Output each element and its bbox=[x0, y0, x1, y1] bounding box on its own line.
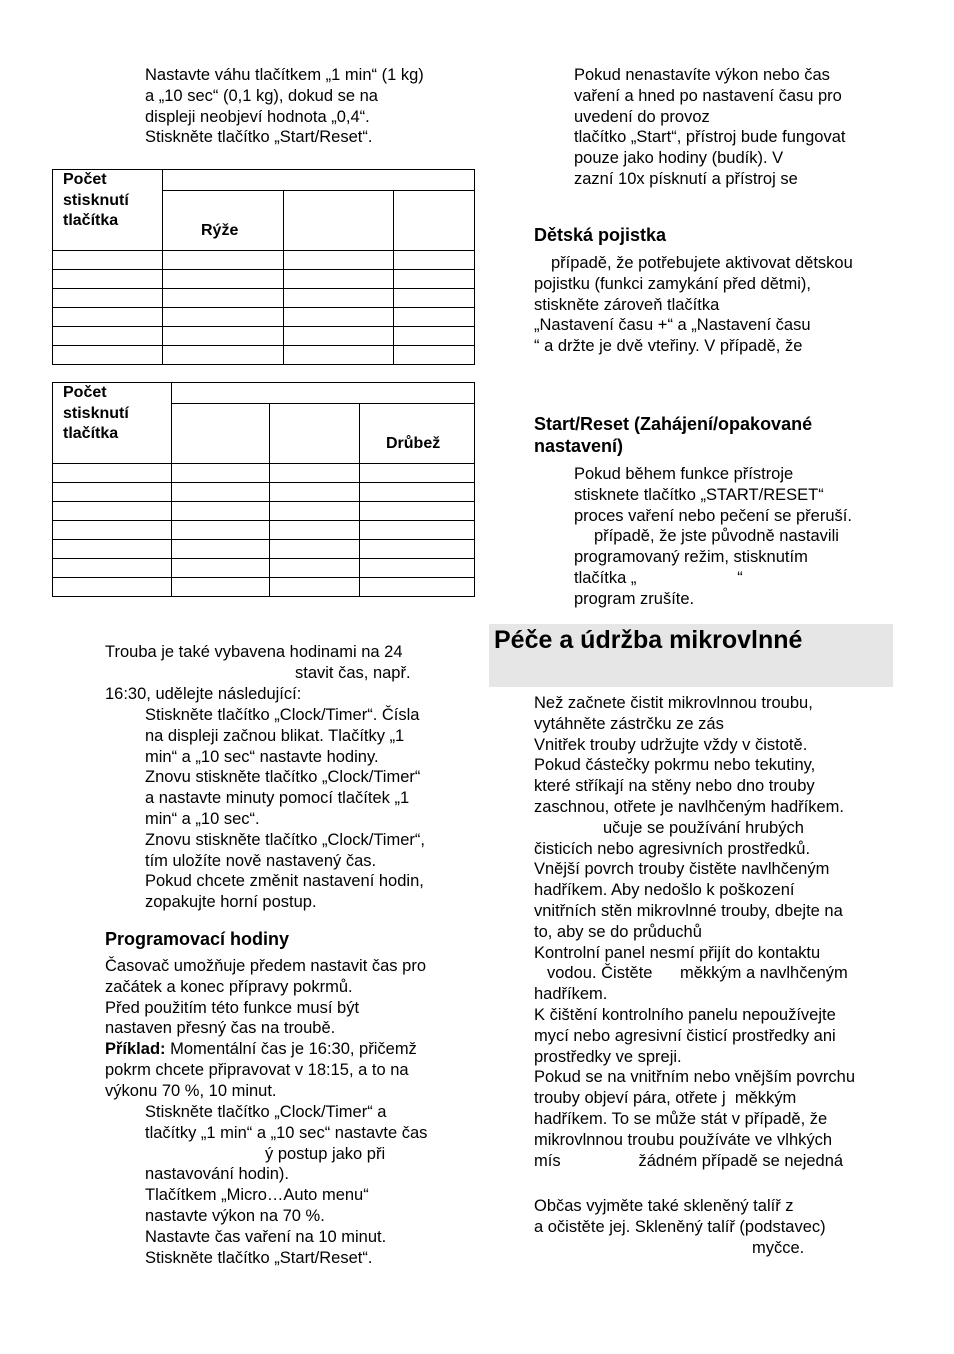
example-line bbox=[105, 1039, 426, 1060]
text-line: Vnější povrch trouby čistěte navlhčeným bbox=[534, 860, 830, 879]
start-reset-heading bbox=[534, 413, 812, 457]
text-line: Vnitřek trouby udržujte vždy v čistotě. bbox=[534, 735, 808, 754]
text-line: zopakujte horní postup. bbox=[145, 893, 317, 912]
text-line: pouze jako hodiny (budík). V bbox=[574, 149, 784, 168]
programming-clock-text bbox=[105, 956, 426, 1102]
text-line: výkonu 70 %, 10 minut. bbox=[105, 1081, 277, 1100]
text-line: Nastavte váhu tlačítkem „1 min“ (1 kg) bbox=[145, 66, 424, 84]
text-line: tlačítka „ “ bbox=[574, 568, 743, 587]
table-header-press-count: Počet stisknutí tlačítka bbox=[53, 170, 163, 251]
text-line: Stiskněte tlačítko „Clock/Timer“ a bbox=[145, 1103, 387, 1121]
text-line: Pokud během funkce přístroje bbox=[574, 465, 794, 483]
text-line: Časovač umožňuje předem nastavit čas pro bbox=[105, 957, 426, 975]
text-line: zazní 10x písknutí a přístroj se bbox=[574, 169, 798, 188]
poultry-weight-table bbox=[52, 382, 475, 597]
text-line: pojistku (funkci zamykání před dětmi), bbox=[534, 274, 811, 293]
text-line: Pokud nenastavíte výkon nebo čas bbox=[574, 66, 830, 84]
text-line: ý postup jako při bbox=[265, 1144, 386, 1163]
heading-line: nastavení) bbox=[534, 436, 624, 456]
table-header-poultry: Drůbež bbox=[360, 404, 475, 464]
text-line: Znovu stiskněte tlačítko „Clock/Timer“, bbox=[145, 830, 425, 849]
table-row bbox=[53, 346, 475, 365]
text-line: tlačítko „Start“, přístroj bude fungovat bbox=[574, 128, 846, 147]
text-line: 16:30, udělejte následující: bbox=[105, 684, 302, 703]
table-header-cell bbox=[172, 404, 270, 464]
example-label: Příklad: bbox=[105, 1040, 166, 1059]
text-line: tím uložíte nově nastavený čas. bbox=[145, 851, 377, 870]
text-line: stisknete tlačítko „START/RESET“ bbox=[574, 485, 824, 504]
start-reset-text bbox=[574, 464, 852, 610]
text-line: hadříkem. bbox=[534, 985, 608, 1004]
text-line: “ a držte je dvě vteřiny. V případě, že bbox=[534, 337, 803, 356]
text-line: Tlačítkem „Micro…Auto menu“ bbox=[145, 1186, 369, 1205]
care-section-title: Péče a údržba mikrovlnné bbox=[494, 626, 803, 654]
table-header-press-count: Počet stisknutí tlačítka bbox=[53, 383, 172, 464]
heading-line: Start/Reset (Zahájení/opakované bbox=[534, 414, 813, 434]
programming-steps bbox=[145, 1102, 427, 1268]
text-line: hadříkem. Aby nedošlo k poškození bbox=[534, 881, 795, 900]
text-line: mikrovlnnou troubu používáte ve vlhkých bbox=[534, 1130, 833, 1149]
text-line: mycí nebo agresivní čisticí prostředky ani bbox=[534, 1026, 836, 1045]
text-line: displeji neobjeví hodnota „0,4“. bbox=[145, 107, 370, 126]
timer-note bbox=[574, 65, 845, 190]
table-row bbox=[53, 251, 475, 270]
text-line: vodou. Čistěte měkkým a navlhčeným bbox=[547, 964, 848, 983]
text-line: Stiskněte tlačítko „Start/Reset“. bbox=[145, 1248, 373, 1267]
text-line: zaschnou, otřete je navlhčeným hadříkem. bbox=[534, 797, 844, 816]
text-line: nastavování hodin). bbox=[145, 1165, 290, 1184]
text-span: Momentální čas je 16:30, přičemž bbox=[165, 1040, 417, 1059]
text-line: Znovu stiskněte tlačítko „Clock/Timer“ bbox=[145, 768, 421, 787]
text-line: programovaný režim, stisknutím bbox=[574, 548, 808, 567]
table-row bbox=[53, 464, 475, 483]
text-line: vaření a hned po nastavení času pro bbox=[574, 86, 842, 105]
text-line: mís žádném případě se nejedná bbox=[534, 1151, 844, 1170]
text-line: a „10 sec“ (0,1 kg), dokud se na bbox=[145, 86, 378, 105]
text-line: začátek a konec přípravy pokrmů. bbox=[105, 977, 353, 996]
text-line: to, aby se do průduchů bbox=[534, 922, 702, 941]
table-row bbox=[53, 521, 475, 540]
text-line: na displeji začnou blikat. Tlačítky „1 bbox=[145, 726, 405, 745]
text-line: program zrušíte. bbox=[574, 589, 695, 608]
clock-intro bbox=[105, 642, 411, 704]
text-line: stiskněte zároveň tlačítka bbox=[534, 295, 720, 314]
text-line: proces vaření nebo pečení se přeruší. bbox=[574, 506, 852, 525]
text-line: Pokud se na vnitřním nebo vnějším povrchu bbox=[534, 1068, 856, 1087]
table-header-cell bbox=[394, 191, 475, 251]
text-line: a nastavte minuty pomocí tlačítek „1 bbox=[145, 789, 410, 808]
text-line: a očistěte jej. Skleněný talíř (podstavec) bbox=[534, 1217, 826, 1236]
text-line: čisticích nebo agresivních prostředků. bbox=[534, 839, 811, 858]
table-row bbox=[53, 540, 475, 559]
text-line: prostředky ve spreji. bbox=[534, 1047, 682, 1066]
child-lock-text bbox=[534, 253, 853, 357]
text-line: nastaven přesný čas na troubě. bbox=[105, 1019, 336, 1038]
table-row bbox=[53, 289, 475, 308]
table-header-cell bbox=[172, 383, 475, 404]
intro-instructions bbox=[145, 65, 424, 148]
text-line: Občas vyjměte také skleněný talíř z bbox=[534, 1197, 794, 1215]
text-line: které stříkají na stěny nebo dno trouby bbox=[534, 777, 815, 796]
text-line: stavit čas, např. bbox=[295, 663, 411, 682]
text-line: případě, že potřebujete aktivovat dětskou bbox=[551, 254, 853, 272]
text-line: min“ a „10 sec“. bbox=[145, 809, 260, 828]
text-line: učuje se používání hrubých bbox=[603, 818, 804, 837]
text-line: Stiskněte tlačítko „Start/Reset“. bbox=[145, 128, 373, 147]
text-line: K čištění kontrolního panelu nepoužívejte bbox=[534, 1005, 836, 1024]
clock-steps bbox=[145, 705, 425, 913]
text-line: nastavte výkon na 70 %. bbox=[145, 1206, 325, 1225]
text-line: Kontrolní panel nesmí přijít do kontaktu bbox=[534, 943, 821, 962]
table-row bbox=[53, 559, 475, 578]
glass-plate-text bbox=[534, 1196, 826, 1258]
text-line: vytáhněte zástrčku ze zás bbox=[534, 714, 724, 733]
child-lock-heading: Dětská pojistka bbox=[534, 225, 667, 245]
table-header-cell bbox=[163, 170, 475, 191]
text-line: hadříkem. To se může stát v případě, že bbox=[534, 1109, 828, 1128]
text-line: Než začnete čistit mikrovlnnou troubu, bbox=[534, 694, 813, 712]
text-line: trouby objeví pára, otřete j měkkým bbox=[534, 1089, 797, 1108]
text-line: tlačítky „1 min“ a „10 sec“ nastavte čas bbox=[145, 1123, 428, 1142]
programming-clock-heading: Programovací hodiny bbox=[105, 929, 290, 949]
text-line: min“ a „10 sec“ nastavte hodiny. bbox=[145, 747, 379, 766]
table-header-cell bbox=[284, 191, 394, 251]
text-line: Nastavte čas vaření na 10 minut. bbox=[145, 1227, 387, 1246]
table-header-cell bbox=[270, 404, 360, 464]
care-text bbox=[534, 693, 855, 1171]
table-row bbox=[53, 270, 475, 289]
text-line: případě, že jste původně nastavili bbox=[594, 527, 839, 546]
text-line: Pokud chcete změnit nastavení hodin, bbox=[145, 872, 424, 891]
table-row bbox=[53, 308, 475, 327]
table-row bbox=[53, 502, 475, 521]
text-line: Trouba je také vybavena hodinami na 24 bbox=[105, 643, 403, 661]
text-line: Před použitím této funkce musí být bbox=[105, 998, 360, 1017]
text-line: myčce. bbox=[752, 1238, 805, 1257]
table-row bbox=[53, 578, 475, 597]
text-line: pokrm chcete připravovat v 18:15, a to na bbox=[105, 1060, 409, 1079]
table-header-rice: Rýže bbox=[163, 191, 284, 251]
text-line: Stiskněte tlačítko „Clock/Timer“. Čísla bbox=[145, 706, 420, 724]
text-line: „Nastavení času +“ a „Nastavení času bbox=[534, 316, 811, 335]
text-line: uvedení do provoz bbox=[574, 107, 710, 126]
rice-weight-table bbox=[52, 169, 475, 365]
table-row bbox=[53, 483, 475, 502]
text-line: vnitřních stěn mikrovlnné trouby, dbejte na bbox=[534, 901, 843, 920]
text-line: Pokud částečky pokrmu nebo tekutiny, bbox=[534, 756, 816, 775]
table-row bbox=[53, 327, 475, 346]
